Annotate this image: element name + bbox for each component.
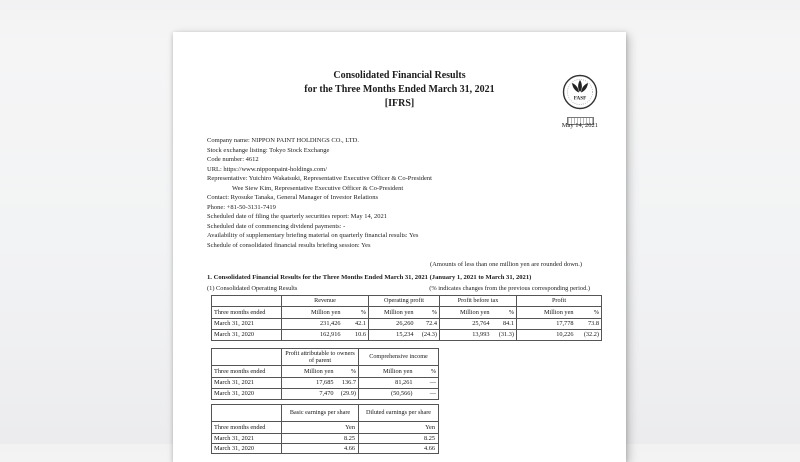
value-cell: 25,764 <box>440 319 493 330</box>
representative-line-1: Representative: Yuichiro Wakatsuki, Representative Executive Officer & Co-President <box>207 175 432 182</box>
subsection-note: (% indicates changes from the previous corresponding period.) <box>429 285 590 292</box>
filing-date-line: Scheduled date of filing the quarterly securities report: May 14, 2021 <box>207 213 387 220</box>
table-row <box>212 330 602 341</box>
pct-value-cell: (32.2) <box>577 330 602 341</box>
unit-row <box>212 422 439 434</box>
fasf-seal <box>562 74 598 125</box>
value-cell: 17,778 <box>517 319 577 330</box>
col-revenue: Revenue <box>282 296 369 307</box>
table-row <box>212 434 439 444</box>
unit-row <box>212 366 439 378</box>
value-cell: 10,226 <box>517 330 577 341</box>
table-header-row <box>212 405 439 422</box>
unit-cell: Yen <box>359 422 439 434</box>
value-cell: 8.25 <box>282 434 359 444</box>
document-title <box>173 69 626 111</box>
pct-cell: % <box>416 366 439 378</box>
subsection-label: (1) Consolidated Operating Results <box>207 285 298 292</box>
unit-cell: Million yen <box>440 307 493 319</box>
pct-value-cell: — <box>416 389 439 400</box>
value-cell: 7,470 <box>282 389 337 400</box>
svg-text:FASF: FASF <box>573 95 587 102</box>
pct-value-cell: 73.8 <box>577 319 602 330</box>
value-cell: 162,916 <box>282 330 344 341</box>
fasf-seal-icon <box>562 97 598 114</box>
company-name-line: Company name: NIPPON PAINT HOLDINGS CO., LTD. <box>207 137 359 144</box>
row-header: Three months ended <box>212 422 282 434</box>
pct-value-cell: (31.3) <box>493 330 517 341</box>
row-header: Three months ended <box>212 366 282 378</box>
col-basic-eps: Basic earnings per share <box>282 405 359 422</box>
row-label: March 31, 2020 <box>212 330 282 341</box>
document-date: May 14, 2021 <box>561 122 598 129</box>
url-line: URL: https://www.nipponpaint-holdings.com/ <box>207 165 328 173</box>
corner-cell <box>212 349 282 366</box>
col-profit-before-tax: Profit before tax <box>440 296 517 307</box>
col-diluted-eps: Diluted earnings per share <box>359 405 439 422</box>
col-profit: Profit <box>517 296 602 307</box>
pct-value-cell: (29.9) <box>337 389 359 400</box>
title-line-2: for the Three Months Ended March 31, 2021 <box>304 84 495 95</box>
value-cell: 4.66 <box>359 444 439 454</box>
profit-attributable-table <box>211 348 439 400</box>
pct-value-cell: — <box>416 378 439 389</box>
table-header-row <box>212 296 602 307</box>
representative-line-2: Wee Siew Kim, Representative Executive Officer & Co-President <box>232 184 404 192</box>
rounding-note: (Amounts of less than one million yen are rounded down.) <box>430 261 582 268</box>
pct-cell: % <box>417 307 440 319</box>
col-operating-profit: Operating profit <box>369 296 440 307</box>
pct-cell: % <box>344 307 369 319</box>
table-row <box>212 378 439 389</box>
unit-cell: Million yen <box>517 307 577 319</box>
pct-value-cell: 42.1 <box>344 319 369 330</box>
row-label: March 31, 2020 <box>212 389 282 400</box>
pct-value-cell: 72.4 <box>417 319 440 330</box>
operating-results-table <box>211 295 602 341</box>
subsection-row <box>207 285 590 292</box>
value-cell: (50,566) <box>359 389 416 400</box>
value-cell: 231,426 <box>282 319 344 330</box>
corner-cell <box>212 296 282 307</box>
pct-value-cell: 84.1 <box>493 319 517 330</box>
unit-row <box>212 307 602 319</box>
value-cell: 8.25 <box>359 434 439 444</box>
row-header: Three months ended <box>212 307 282 319</box>
table-header-row <box>212 349 439 366</box>
unit-cell: Million yen <box>369 307 417 319</box>
table-row <box>212 389 439 400</box>
briefing-session-line: Schedule of consolidated financial results briefing session: Yes <box>207 241 371 249</box>
title-line-1: Consolidated Financial Results <box>333 70 466 81</box>
company-info-block <box>207 136 606 250</box>
row-label: March 31, 2021 <box>212 378 282 389</box>
value-cell: 26,260 <box>369 319 417 330</box>
pct-value-cell: (24.3) <box>417 330 440 341</box>
briefing-material-line: Availability of supplementary briefing material on quarterly financial results: Yes <box>207 232 419 239</box>
col-comprehensive-income: Comprehensive income <box>359 349 439 366</box>
row-label: March 31, 2021 <box>212 319 282 330</box>
code-number-line: Code number: 4612 <box>207 156 259 163</box>
value-cell: 17,685 <box>282 378 337 389</box>
stock-exchange-line: Stock exchange listing: Tokyo Stock Exchange <box>207 146 330 154</box>
section1-heading: 1. Consolidated Financial Results for the Three Months Ended March 31, 2021 (January 1, 2021 to March 31, 2021) <box>207 274 532 281</box>
table-row <box>212 319 602 330</box>
value-cell: 4.66 <box>282 444 359 454</box>
row-label: March 31, 2020 <box>212 444 282 454</box>
title-line-3: [IFRS] <box>384 98 415 109</box>
pct-cell: % <box>577 307 602 319</box>
value-cell: 13,993 <box>440 330 493 341</box>
contact-line: Contact: Ryosuke Tanaka, General Manager of Investor Relations <box>207 194 379 201</box>
pct-cell: % <box>493 307 517 319</box>
pct-cell: % <box>337 366 359 378</box>
value-cell: 81,261 <box>359 378 416 389</box>
dividend-date-line: Scheduled date of commencing dividend payments: - <box>207 222 346 230</box>
unit-cell: Yen <box>282 422 359 434</box>
unit-cell: Million yen <box>359 366 416 378</box>
earnings-per-share-table <box>211 404 439 454</box>
table-row <box>212 444 439 454</box>
unit-cell: Million yen <box>282 366 337 378</box>
pct-value-cell: 10.6 <box>344 330 369 341</box>
phone-line: Phone: +81-50-3131-7419 <box>207 203 276 211</box>
pct-value-cell: 136.7 <box>337 378 359 389</box>
col-profit-attributable: Profit attributable to owners of parent <box>282 349 359 366</box>
corner-cell <box>212 405 282 422</box>
row-label: March 31, 2021 <box>212 434 282 444</box>
document-page <box>173 32 626 462</box>
unit-cell: Million yen <box>282 307 344 319</box>
value-cell: 15,234 <box>369 330 417 341</box>
